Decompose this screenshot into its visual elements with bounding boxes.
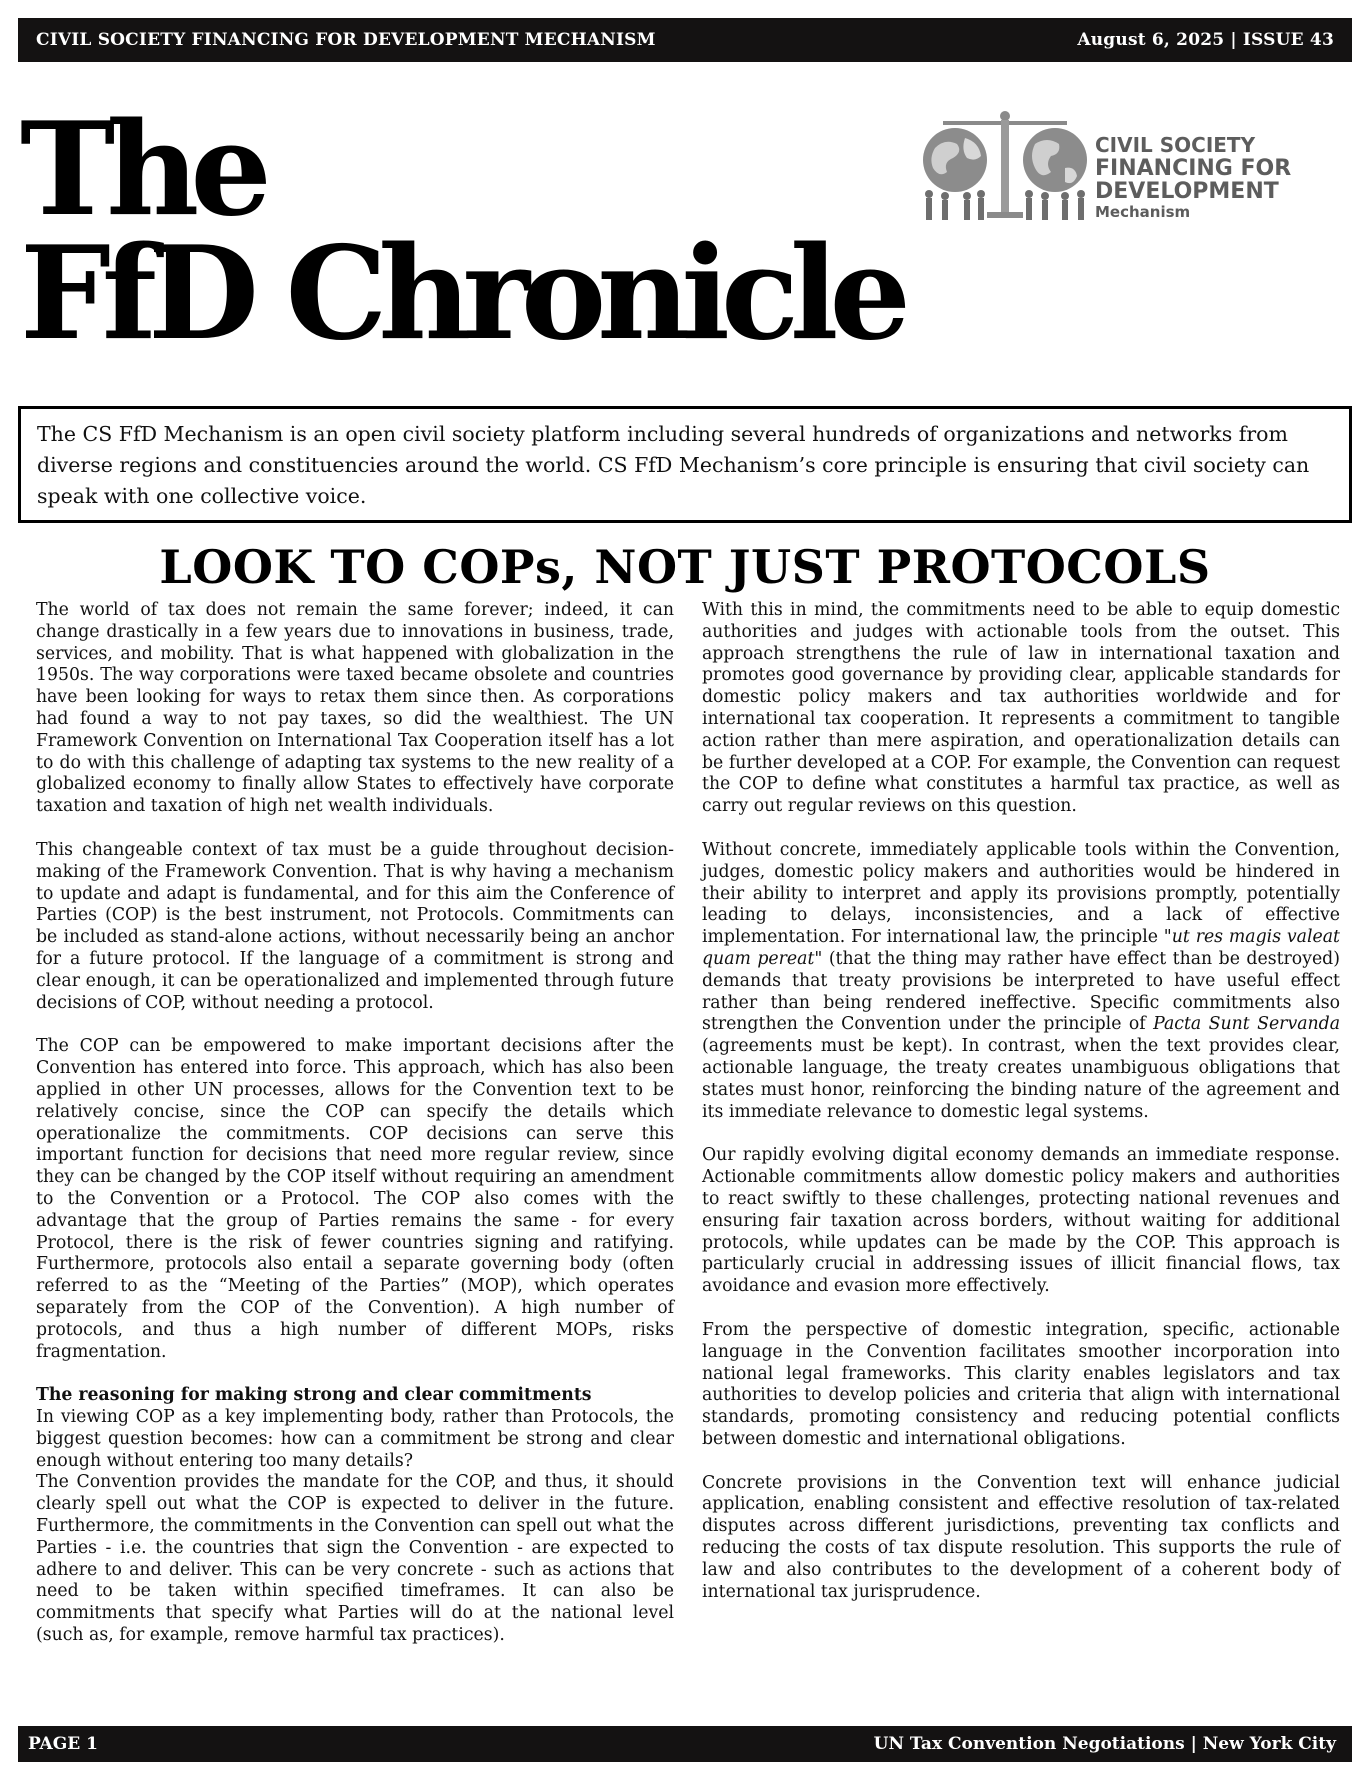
subheading: The reasoning for making strong and clear commitments [36, 1385, 592, 1406]
pacta-phrase: Pacta Sunt Servanda [1153, 1014, 1340, 1035]
right-paragraph-5: Concrete provisions in the Convention text will enhance judicial application, enabling consistent and effective resolution of tax-related disputes across different jurisdictions, preventing tax conflicts and reducing the costs of tax dispute resolution. This supports the rule of law and also contributes to the development of a coherent body of international tax jurisprudence. [702, 1472, 1340, 1602]
right-p2-part-a: Without concrete, immediately applicable tools within the Convention, judges, domestic policy makers and authorities would be hindered in their ability to interpret and apply its provisions promptly, potentially leading to delays, inconsistencies, and a lack of effective implementation. For international law, the principle " [702, 839, 1340, 948]
article-headline: LOOK TO COPs, NOT JUST PROTOCOLS [159, 540, 1211, 594]
logo-line-3: DEVELOPMENT [1095, 179, 1279, 204]
logo-line-4: Mechanism [1095, 203, 1191, 221]
left-column [36, 600, 674, 1669]
masthead-line-1: The [20, 95, 263, 245]
right-paragraph-3: Our rapidly evolving digital economy demands an immediate response. Actionable commitments allow domestic policy makers and authorities to react swiftly to these challenges, protecting national revenues and ensuring fair taxation across borders, without waiting for additional protocols, while updates can be made by the COP. This approach is particularly crucial in addressing issues of illicit financial flows, tax avoidance and evasion more effectively. [702, 1145, 1340, 1297]
latin-phrase: ut res magis valeat quam pereat [702, 927, 1340, 969]
masthead-line-2: FfD Chronicle [20, 219, 902, 369]
org-name: CIVIL SOCIETY FINANCING FOR DEVELOPMENT MECHANISM [36, 30, 656, 50]
right-p2-part-c: (agreements must be kept). In contrast, when the text provides clear, actionable language, the treaty creates unambiguous obligations that states must honor, reinforcing the binding nature of the agreement and its immediate relevance to domestic legal systems. [702, 1036, 1340, 1122]
page-number: PAGE 1 [28, 1734, 98, 1754]
left-paragraph-2: This changeable context of tax must be a guide throughout decision-making of the Framework Convention. That is why having a mechanism to update and adapt is fundamental, and for this aim the Conference of Parties (COP) is the best instrument, not Protocols. Commitments can be included as stand-alone actions, without necessarily being an anchor for a future protocol. If the language of a commitment is strong and clear enough, it can be operationalized and implemented through future decisions of COP, without needing a protocol. [36, 839, 674, 1013]
logo-line-1: CIVIL SOCIETY [1095, 133, 1256, 157]
right-p2-part-b: " (that the thing may rather have effect than be destroyed) demands that treaty provisions be interpreted to have useful effect rather than being rendered ineffective. Specific commitments also strengthen the Convention under the principle of [702, 948, 1340, 1035]
left-paragraph-3: The COP can be empowered to make important decisions after the Convention has entered into force. This approach, which has also been applied in other UN processes, allows for the Convention text to be relatively concise, since the COP can specify the details which operationalize the commitments. COP decisions can serve this important function for decisions that need more regular review, since they can be changed by the COP itself without requiring an amendment to the Convention or a Protocol. The COP also comes with the advantage that the group of Parties remains the same - for every Protocol, there is the risk of fewer countries signing and ratifying. Furthermore, protocols also entail a separate governing body (often referred to as the “Meeting of the Parties” (MOP), which operates separately from the COP of the Convention). A high number of protocols, and thus a high number of different MOPs, risks fragmentation. [36, 1036, 674, 1362]
right-paragraph-4: From the perspective of domestic integration, specific, actionable language in the Convention facilitates smoother incorporation into national legal frameworks. This clarity enables legislators and tax authorities to develop policies and criteria that align with international standards, promoting consistency and reducing potential conflicts between domestic and international obligations. [702, 1319, 1340, 1449]
intro-box: The CS FfD Mechanism is an open civil society platform including several hundreds of organizations and networks from diverse regions and constituencies around the world. CS FfD Mechanism’s core principle is ensuring that civil society can speak with one collective voice. [18, 406, 1352, 523]
logo-line-2: FINANCING FOR [1095, 156, 1292, 181]
left-paragraph-1: The world of tax does not remain the same forever; indeed, it can change drastically in a few years due to innovations in business, trade, services, and mobility. That is what happened with globalization in the 1950s. The way corporations were taxed became obsolete and countries have been looking for ways to retax them since then. As corporations had found a way to not pay taxes, so did the wealthiest. The UN Framework Convention on International Tax Cooperation itself has a lot to do with this challenge of adapting tax systems to the new reality of a globalized economy to finally allow States to effectively have corporate taxation and taxation of high net wealth individuals. [36, 600, 674, 817]
right-paragraph-2 [702, 840, 1340, 1123]
right-column [702, 600, 1340, 1625]
top-banner [18, 18, 1352, 62]
left-paragraph-4: In viewing COP as a key implementing body, rather than Protocols, the biggest question becomes: how can a commitment be strong and clear enough without entering too many details? [36, 1407, 674, 1471]
event-location: UN Tax Convention Negotiations | New York City [873, 1734, 1336, 1754]
date-issue: August 6, 2025 | ISSUE 43 [1077, 30, 1334, 50]
left-paragraph-5: The Convention provides the mandate for the COP, and thus, it should clearly spell out what the COP is expected to deliver in the future. Furthermore, the commitments in the Convention can spell out what the Parties - i.e. the countries that sign the Convention - are expected to adhere to and deliver. This can be very concrete - such as actions that need to be taken within specified timeframes. It can also be commitments that specify what Parties will do at the national level (such as, for example, remove harmful tax practices). [36, 1472, 674, 1646]
masthead-title [20, 95, 1000, 369]
logo-wordmark [1095, 134, 1291, 221]
right-paragraph-1: With this in mind, the commitments need to be able to equip domestic authorities and judges with actionable tools from the outset. This approach strengthens the rule of law in international taxation and promotes good governance by providing clear, applicable standards for domestic policy makers and tax authorities worldwide and for international tax cooperation. It represents a commitment to tangible action rather than mere aspiration, and operationalization details can be further developed at a COP. For example, the Convention can request the COP to define what constitutes a harmful tax practice, as well as carry out regular reviews on this question. [702, 600, 1340, 817]
bottom-banner [18, 1726, 1352, 1762]
